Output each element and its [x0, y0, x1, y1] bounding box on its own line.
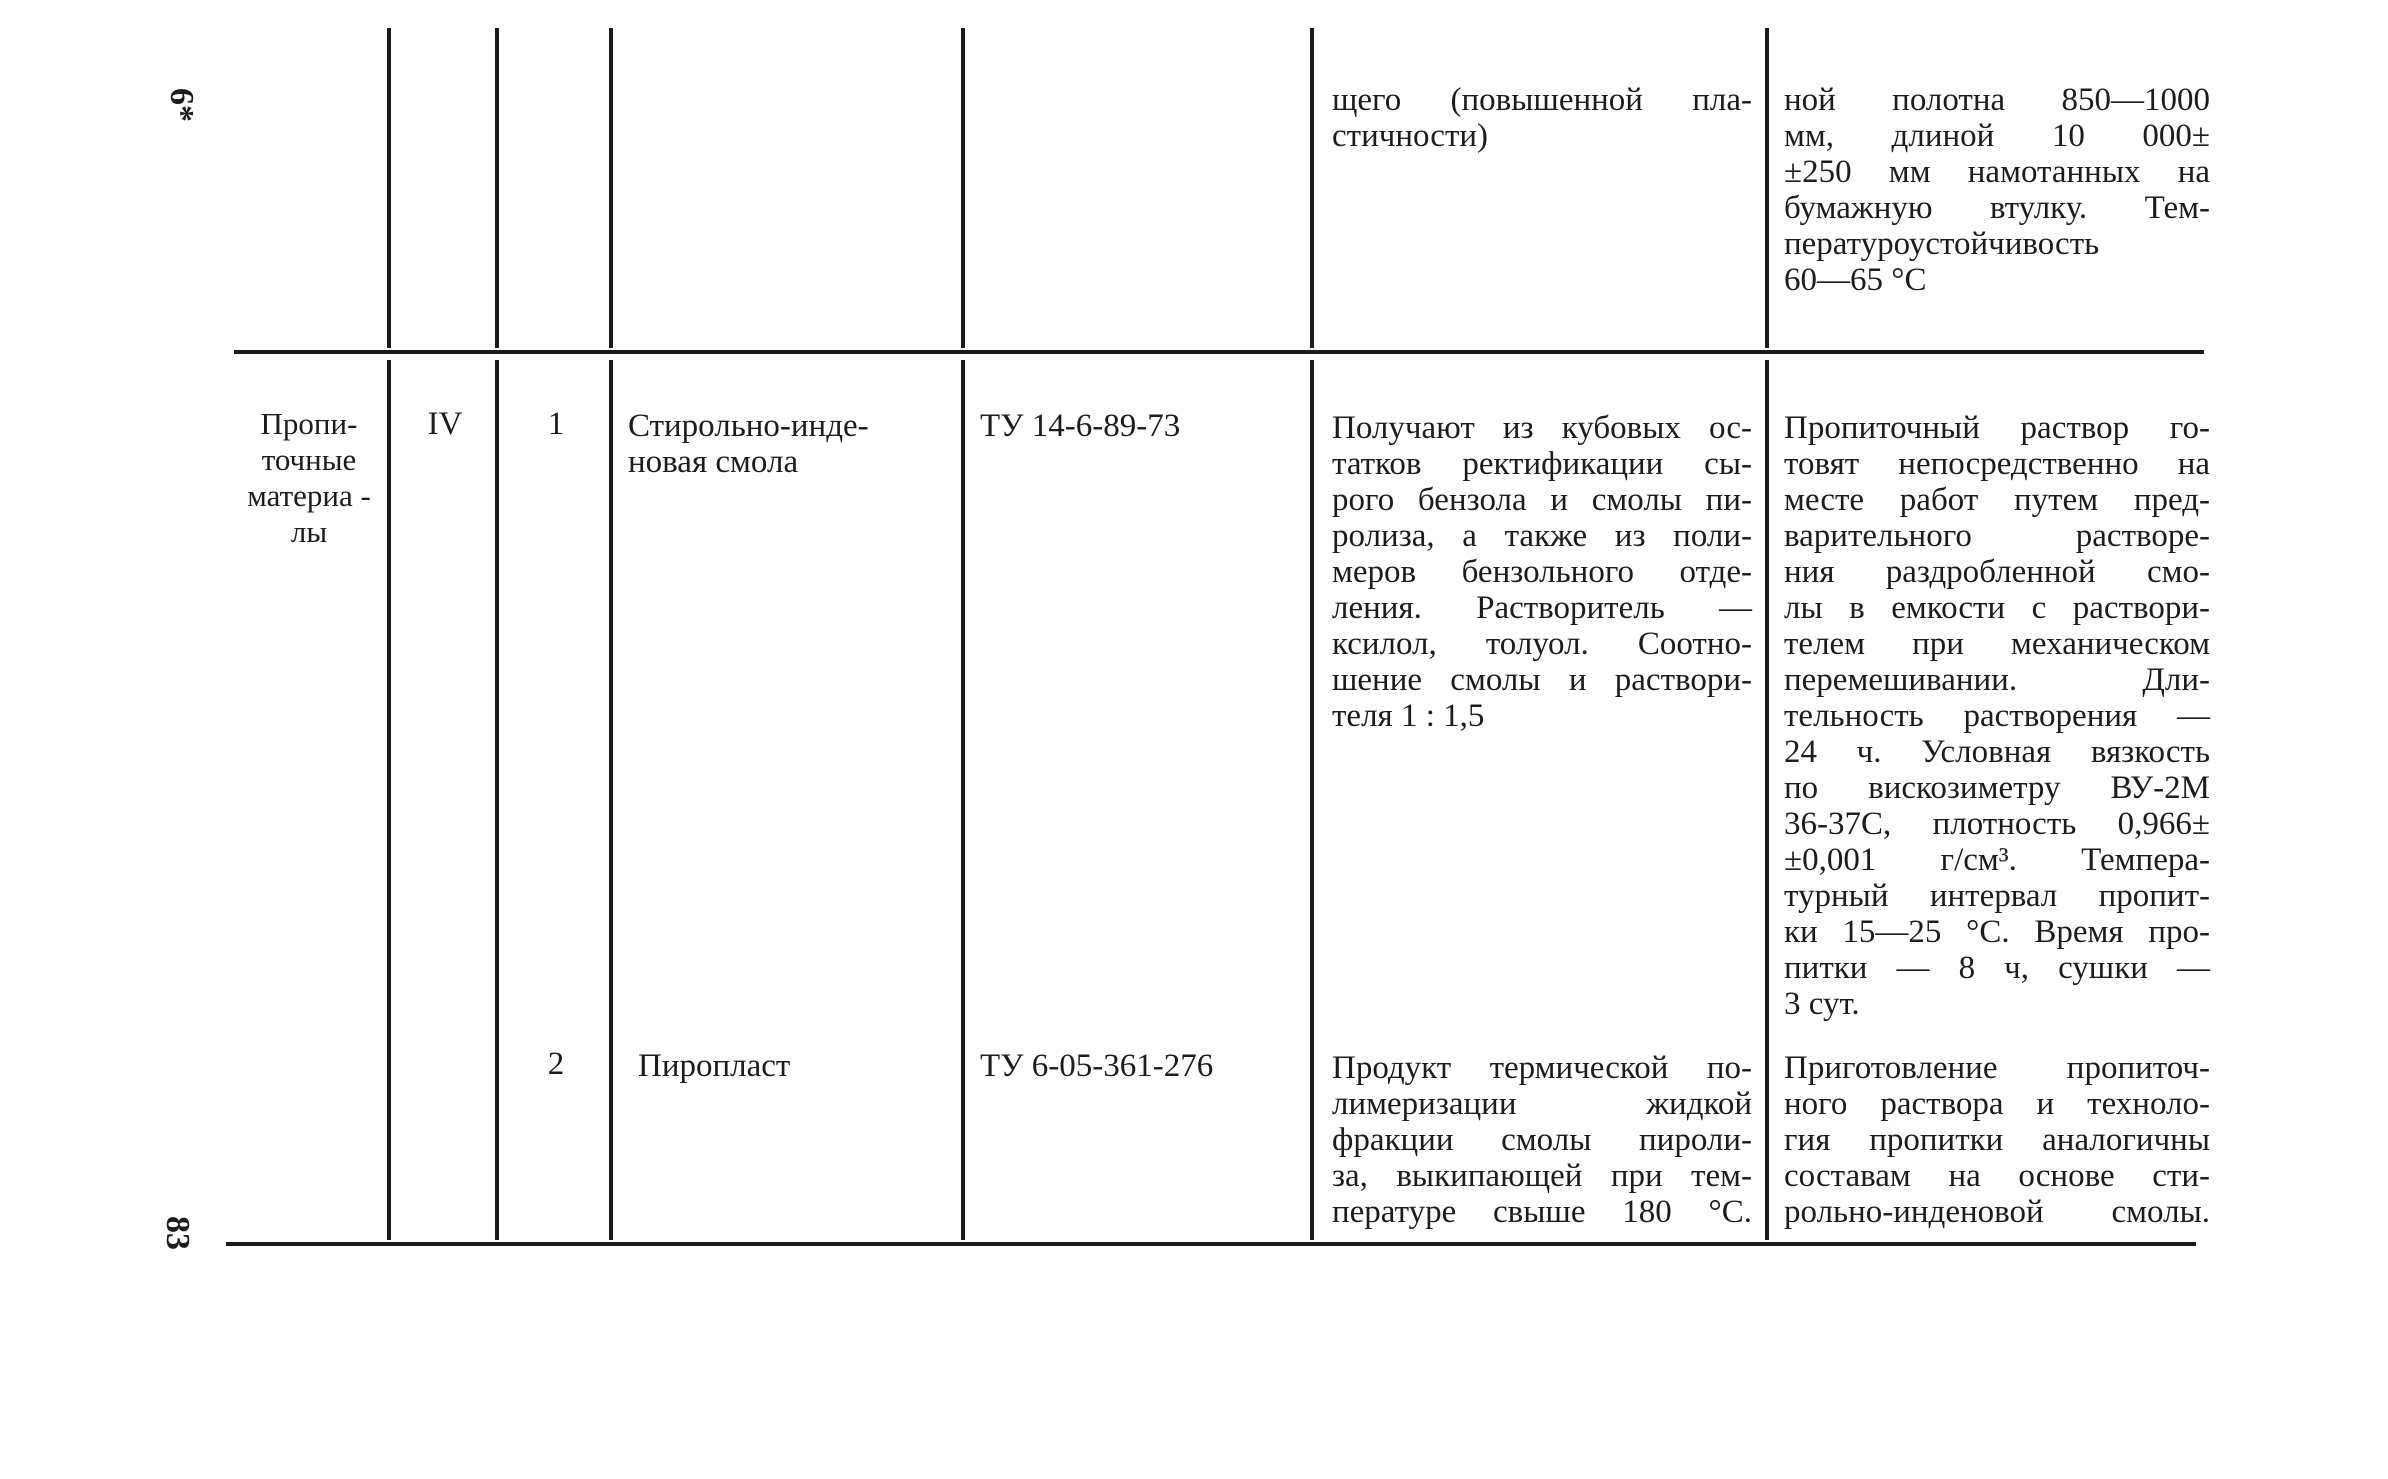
- text-line: Пропиточный раствор го-: [1784, 410, 2210, 446]
- text-line: Стирольно-инде-: [628, 408, 869, 444]
- text-line: щего (повышенной пла-: [1332, 82, 1752, 118]
- text-line: ±0,001 г/см³. Темпера-: [1784, 842, 2210, 878]
- text-line: точные: [261, 442, 357, 477]
- table-bottom-rule: [226, 1242, 2196, 1246]
- text-line: фракции смолы пироли-: [1332, 1122, 1752, 1158]
- text-line: за, выкипающей при тем-: [1332, 1158, 1752, 1194]
- item-notes: [1784, 410, 2210, 1022]
- text-line: материа -: [247, 478, 371, 513]
- text-line: пературоустойчивость: [1784, 226, 2100, 262]
- group-class: IV: [427, 406, 463, 442]
- text-line: перемешивании. Дли-: [1784, 662, 2210, 698]
- text-line: телем при механическом: [1784, 626, 2210, 662]
- margin-page-number: 83: [159, 1216, 196, 1250]
- text-line: новая смола: [628, 444, 799, 480]
- text-line: ния раздробленной смо-: [1784, 554, 2210, 590]
- column-rule: [961, 360, 965, 1240]
- column-rule: [609, 360, 613, 1240]
- column-rule: [1310, 360, 1314, 1240]
- text-line: лимеризации жидкой: [1332, 1086, 1752, 1122]
- text-line: стичности): [1332, 118, 1489, 154]
- group-name: [234, 406, 384, 550]
- text-line: питки — 8 ч, сушки —: [1784, 950, 2210, 986]
- text-line: Пропи-: [260, 406, 358, 441]
- continuation-notes: [1784, 82, 2210, 298]
- item-number: 1: [547, 406, 565, 442]
- text-line: Получают из кубовых ос-: [1332, 410, 1752, 446]
- text-line: ксилол, толуол. Соотно-: [1332, 626, 1752, 662]
- text-line: товят непосредственно на: [1784, 446, 2210, 482]
- text-line: рого бензола и смолы пи-: [1332, 482, 1752, 518]
- item-name: [638, 1048, 958, 1084]
- text-line: меров бензольного отде-: [1332, 554, 1752, 590]
- item-notes: [1784, 1050, 2210, 1230]
- margin-page-mark-top: 6*: [163, 88, 200, 122]
- item-description: [1332, 1050, 1752, 1230]
- row-divider: [234, 350, 2204, 354]
- column-rule: [495, 360, 499, 1240]
- column-rule: [387, 360, 391, 1240]
- text-line: ки 15—25 °С. Время про-: [1784, 914, 2210, 950]
- text-line: лы: [290, 514, 328, 549]
- column-rule: [961, 28, 965, 348]
- column-rule: [495, 28, 499, 348]
- text-line: варительного растворе-: [1784, 518, 2210, 554]
- text-line: ного раствора и техноло-: [1784, 1086, 2210, 1122]
- item-standard: ТУ 14-6-89-73: [980, 408, 1181, 444]
- text-line: татков ректификации сы-: [1332, 446, 1752, 482]
- item-number: 2: [547, 1046, 565, 1082]
- text-line: гия пропитки аналогичны: [1784, 1122, 2210, 1158]
- text-line: Пиропласт: [638, 1048, 791, 1084]
- text-line: ролиза, а также из поли-: [1332, 518, 1752, 554]
- text-line: месте работ путем пред-: [1784, 482, 2210, 518]
- text-line: турный интервал пропит-: [1784, 878, 2210, 914]
- item-description: [1332, 410, 1752, 734]
- text-line: бумажную втулку. Тем-: [1784, 190, 2210, 226]
- item-name: [628, 408, 958, 480]
- text-line: теля 1 : 1,5: [1332, 698, 1485, 734]
- continuation-description: [1332, 82, 1752, 154]
- column-rule: [1310, 28, 1314, 348]
- text-line: пературе свыше 180 °С.: [1332, 1194, 1752, 1230]
- text-line: шение смолы и раствори-: [1332, 662, 1752, 698]
- column-rule: [609, 28, 613, 348]
- text-line: рольно-инденовой смолы.: [1784, 1194, 2210, 1230]
- item-standard: ТУ 6-05-361-276: [980, 1048, 1214, 1084]
- text-line: 3 сут.: [1784, 986, 1860, 1022]
- text-line: мм, длиной 10 000±: [1784, 118, 2210, 154]
- text-line: ±250 мм намотанных на: [1784, 154, 2210, 190]
- column-rule: [1765, 360, 1769, 1240]
- text-line: 60—65 °С: [1784, 262, 1927, 298]
- text-line: по вискозиметру ВУ-2М: [1784, 770, 2210, 806]
- text-line: 36-37С, плотность 0,966±: [1784, 806, 2210, 842]
- text-line: Продукт термической по-: [1332, 1050, 1752, 1086]
- text-line: Приготовление пропиточ-: [1784, 1050, 2210, 1086]
- text-line: лы в емкости с раствори-: [1784, 590, 2210, 626]
- column-rule: [1765, 28, 1769, 348]
- text-line: тельность растворения —: [1784, 698, 2210, 734]
- text-line: ной полотна 850—1000: [1784, 82, 2210, 118]
- text-line: ления. Растворитель —: [1332, 590, 1752, 626]
- column-rule: [387, 28, 391, 348]
- text-line: составам на основе сти-: [1784, 1158, 2210, 1194]
- text-line: 24 ч. Условная вязкость: [1784, 734, 2210, 770]
